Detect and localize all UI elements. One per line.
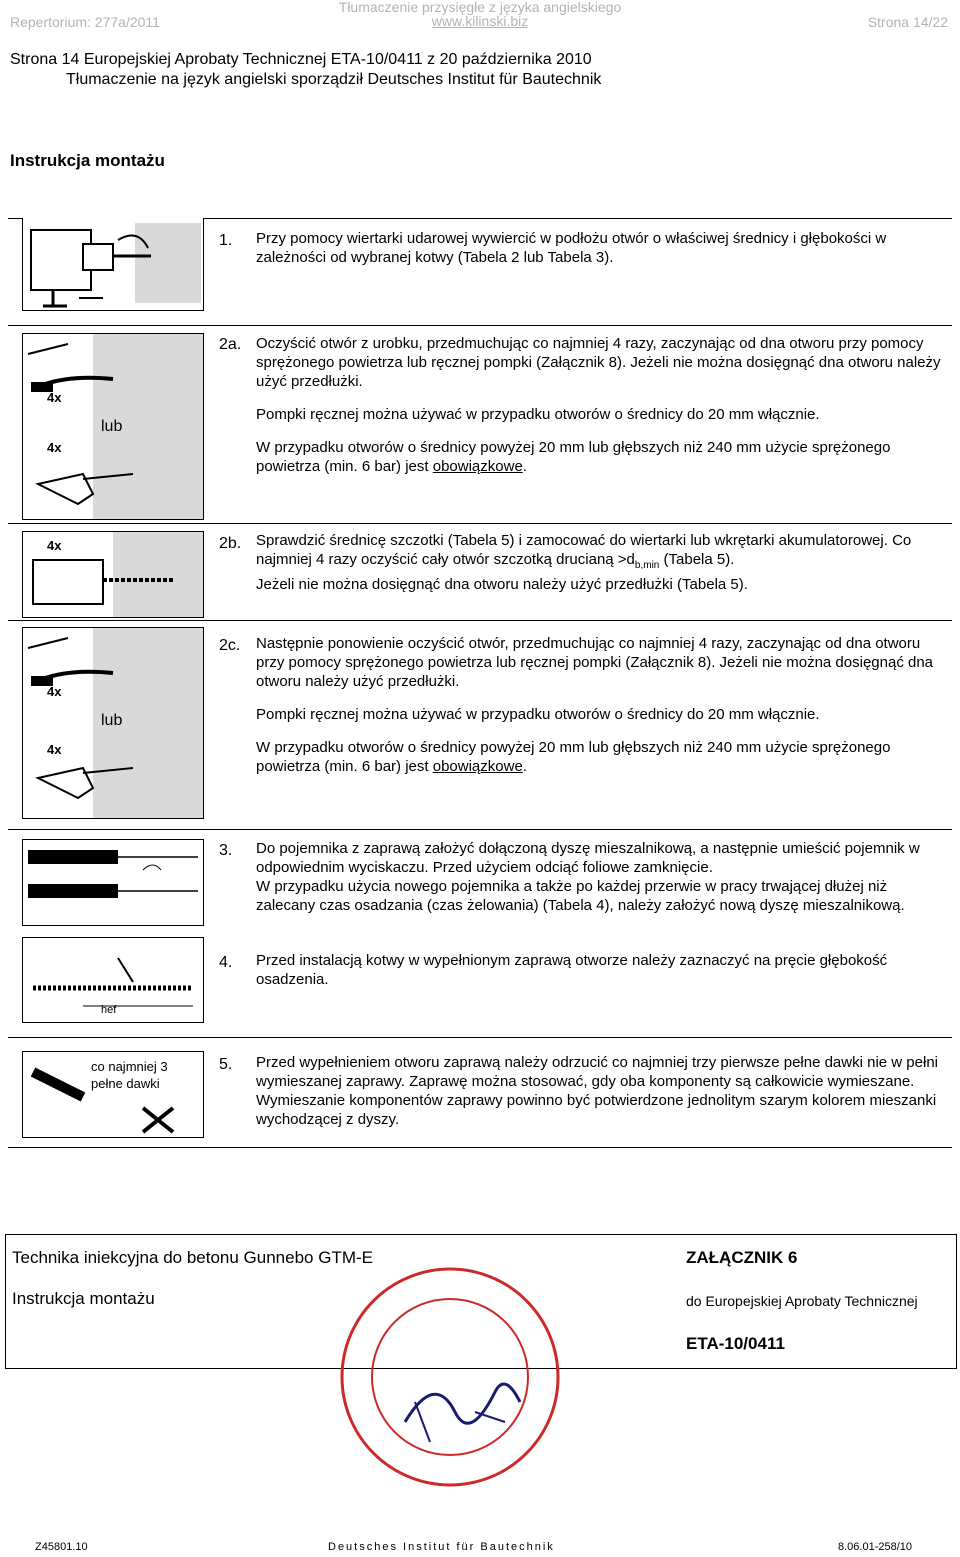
step-2b-number: 2b. [219,535,242,552]
step-2a-para-2: Pompki ręcznej można używać w przypadku otworów o średnicy do 20 mm włącznie. [256,406,820,423]
blowout-again-illustration [22,627,204,819]
translator-line: Tłumaczenie przysięgłe z języka angielskiego [338,0,622,15]
row-divider [8,620,952,621]
translator-website: www.kilinski.biz [431,13,529,29]
annex-product-title: Technika iniekcyjna do betonu Gunnebo GTM-E [12,1248,373,1267]
step-2c-para-3-text: W przypadku otworów o średnicy powyżej 20 mm lub głębszych niż 240 mm użycie sprężonego powietrza (min. 6 bar) jest [256,739,891,775]
section-title: Instrukcja montażu [10,151,165,170]
period: . [522,458,527,475]
footer-reference: 8.06.01-258/10 [838,1541,913,1553]
or-label: lub [101,418,123,435]
blowout-illustration [22,333,204,520]
seal-icon [335,1262,565,1492]
mandatory-word: obowiązkowe [432,458,523,475]
step-2b-para-1-text: Sprawdzić średnicę szczotki (Tabela 5) i zamocować do wiertarki lub wkrętarki akumulatorowej. Co najmniej 4 razy oczyścić cały otwór szczotką drucianą >d [256,532,912,568]
step-2c-text [256,634,946,776]
step-2b-para-1-end: (Tabela 5). [659,551,735,568]
step-2c-para-3 [256,738,946,776]
step-1-text: Przy pomocy wiertarki udarowej wywiercić w podłożu otwór o właściwej średnicy i głębokości w zależności od wybranej kotwy (Tabela 2 lub Tabela 3). [256,230,887,266]
annex-number: ZAŁĄCZNIK 6 [686,1248,798,1267]
annex-eta-code: ETA-10/0411 [686,1334,785,1353]
repeat-4x-label: 4x [47,390,62,405]
cartridge-icon [23,840,203,925]
step-2c-para-1: Następnie ponowienie oczyścić otwór, przedmuchując co najmniej 4 razy, zaczynając od dna otworu przy pomocy sprężonego powietrza lub ręcznej pompki (Załącznik 8). Jeżeli nie można dosięgnąć dna otworu należy użyć przedłużki. [256,635,934,690]
step-4-text: Przed instalacją kotwy w wypełnionym zaprawą otworze należy zaznaczyć na pręcie głębokość osadzenia. [256,952,888,988]
row-divider [8,523,952,524]
step-5-text: Przed wypełnieniem otworu zaprawą należy odrzucić co najmniej trzy pierwsze pełne dawki nie w pełni wymieszanej zaprawy. Zaprawę można stosować, gdy oba komponenty są całkowicie wymieszane. Wymieszanie komponentów zaprawy powinno być potwierdzone jednolitym szarym kolorem mieszanki wychodzącej z dyszy. [256,1054,938,1128]
step-2a-para-1: Oczyścić otwór z urobku, przedmuchując co najmniej 4 razy, zaczynając od dna otworu przy pomocy sprężonego powietrza lub ręcznej pompki (Załącznik 8). Jeżeli nie można dosięgnąć dna otworu należy użyć przedłużki. [256,335,941,390]
drill-icon [23,218,203,310]
embedment-depth-label: hef [101,1004,117,1016]
step-2a-number: 2a. [219,336,242,353]
repeat-4x-label: 4x [47,440,62,455]
annex-subtitle: Instrukcja montażu [12,1289,155,1308]
repeat-4x-label: 4x [47,538,62,553]
or-label: lub [101,712,123,729]
period: . [522,758,527,775]
footer-institute: Deutsches Institut für Bautechnik [328,1541,555,1553]
step-2a-text [256,334,946,476]
brush-illustration [22,531,204,618]
page-number: Strona 14/22 [867,14,948,30]
repertorium: Repertorium: 277a/2011 [10,14,160,30]
mandatory-word: obowiązkowe [432,758,523,775]
footer-doc-code: Z45801.10 [35,1541,88,1553]
step-2b-text [256,531,946,594]
step-4-number: 4. [219,954,233,971]
annex-approval-label: do Europejskiej Aprobaty Technicznej [686,1293,918,1309]
step-2a-para-3-text: W przypadku otworów o średnicy powyżej 20 mm lub głębszych niż 240 mm użycie sprężonego powietrza (min. 6 bar) jest [256,439,891,475]
drilling-illustration [22,218,204,311]
step-3-text [256,839,946,915]
step-2a-para-3 [256,438,946,476]
discard-doses-illustration [22,1051,204,1138]
step-2c-para-2: Pompki ręcznej można używać w przypadku otworów o średnicy do 20 mm włącznie. [256,706,820,723]
dispenser-illustration [22,839,204,926]
repeat-4x-label: 4x [47,742,62,757]
repeat-4x-label: 4x [47,684,62,699]
step-5-number: 5. [219,1056,233,1073]
row-divider [8,325,952,326]
doses-label: co najmniej 3 pełne dawki [91,1059,168,1091]
row-divider [8,1037,952,1038]
step-3-para-2: W przypadku użycia nowego pojemnika a także po każdej przerwie w pracy trwającej dłużej niż zalecany czas osadzania (czas żelowania) (Tabela 4), należy założyć nową dyszę mieszalnikową. [256,878,905,914]
step-1-number: 1. [219,232,233,249]
document-title: Strona 14 Europejskiej Aprobaty Technicznej ETA-10/0411 z 20 października 2010 [10,51,592,68]
step-3-number: 3. [219,842,233,859]
step-2b-para-1 [256,531,946,575]
rod-marking-illustration [22,937,204,1023]
row-divider [8,829,952,830]
step-2b-para-2: Jeżeli nie można dosięgnąć dna otworu należy użyć przedłużki (Tabela 5). [256,576,748,593]
step-2c-number: 2c. [219,637,241,654]
subscript: b,min [634,560,660,571]
document-subtitle: Tłumaczenie na język angielski sporządził Deutsches Institut für Bautechnik [66,71,602,88]
translator-seal [335,1262,565,1492]
row-divider [8,1147,952,1148]
step-3-para-1: Do pojemnika z zaprawą założyć dołączoną dyszę mieszalnikową, a następnie umieścić pojemnik w odpowiednim wyciskaczu. Przed użyciem odciąć foliowe zamknięcie. [256,840,920,876]
